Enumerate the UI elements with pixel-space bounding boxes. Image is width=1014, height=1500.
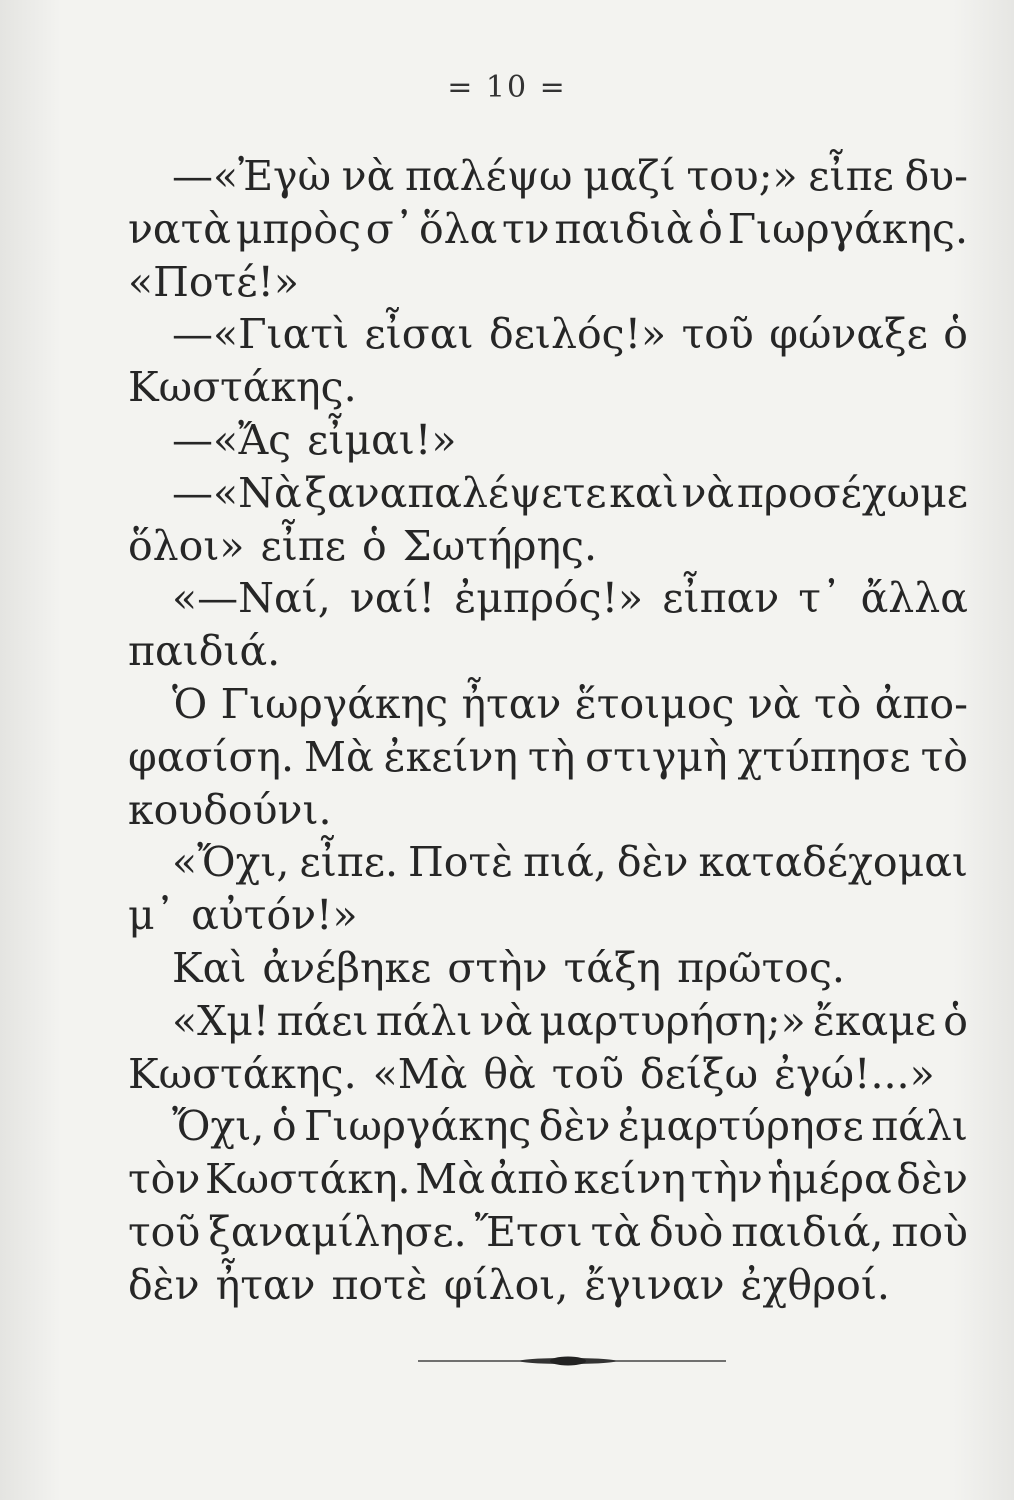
word: ὅλα <box>418 204 498 253</box>
text-line <box>128 678 968 731</box>
word: παιδιὰ <box>554 204 694 253</box>
word: Ὁ <box>172 679 208 728</box>
word: τοῦ <box>128 1207 201 1256</box>
word: εἶσαι <box>364 310 474 359</box>
word: δειλός!» <box>488 310 667 359</box>
word: Κωστάκης. <box>128 1049 357 1098</box>
word: ξαναμίλησε. <box>208 1207 467 1256</box>
word: δὲν <box>896 1155 968 1204</box>
word: εἶπε <box>808 152 894 200</box>
text-line <box>128 731 968 784</box>
word: ἐχθροί. <box>740 1260 890 1309</box>
word: ἔγιναν <box>584 1260 725 1309</box>
word: του;» <box>686 152 798 200</box>
word: τὸ <box>813 679 862 728</box>
word: πάει <box>276 996 369 1045</box>
text-line <box>128 1206 968 1259</box>
word: στὴν <box>447 943 548 992</box>
word: πιά, <box>523 838 607 887</box>
word: μ᾽ <box>128 891 176 940</box>
text-line <box>128 889 968 942</box>
word: δὲν <box>538 1102 611 1151</box>
word: εἶπε <box>260 521 347 570</box>
word: δείξω <box>640 1049 759 1098</box>
word: ἦταν <box>461 679 562 728</box>
word: ἀπο- <box>874 679 968 728</box>
word: ἐμπρός!» <box>454 574 644 623</box>
word: δὲν <box>616 838 689 887</box>
word: δὲν <box>128 1260 200 1309</box>
text-line <box>128 995 968 1048</box>
word: αὐτόν!» <box>191 891 358 940</box>
word: τάξη <box>563 943 662 992</box>
word: παιδιά. <box>128 627 281 676</box>
word: θὰ <box>483 1049 536 1098</box>
word: τὰ <box>590 1207 642 1256</box>
word: μπρὸς <box>235 204 362 253</box>
word: ἐμαρτύρησε <box>617 1102 864 1151</box>
text-line <box>128 361 968 414</box>
word: εἶπαν <box>662 574 780 623</box>
word: ποτὲ <box>331 1260 428 1309</box>
word: χτύπησε <box>737 732 911 781</box>
word: φασίση. <box>128 732 295 781</box>
word: δυὸ <box>649 1207 724 1256</box>
word: μαρτυρήση;» <box>539 996 806 1045</box>
text-body <box>128 150 968 1312</box>
word: τὸ <box>920 732 968 781</box>
word: ὁ <box>362 521 387 570</box>
word: ὅλοι» <box>128 521 245 570</box>
word: καὶ <box>609 468 679 517</box>
word: «—Ναί, <box>172 574 331 623</box>
word: πάλι <box>375 996 473 1045</box>
word: ἔκαμε <box>812 996 937 1045</box>
word: τοῦ <box>681 310 754 359</box>
word: φίλοι, <box>443 1260 569 1309</box>
word: τὴ <box>527 732 576 781</box>
text-line <box>128 572 968 625</box>
word: τὸν <box>128 1155 201 1204</box>
word: «Ποτέ!» <box>128 257 300 306</box>
word: —«Ἄς <box>172 415 292 464</box>
word: Σωτήρης. <box>402 521 598 570</box>
word: εἶπε. <box>299 838 398 887</box>
word: ἀπὸ <box>489 1155 569 1204</box>
word: —«Νὰ <box>172 468 302 517</box>
word: στιγμὴ <box>585 732 728 781</box>
word: ὁ <box>271 1102 297 1151</box>
text-line <box>128 625 968 678</box>
word: κείνη <box>573 1155 686 1204</box>
word: —«Γιατὶ <box>172 310 350 359</box>
word: νὰ <box>479 996 533 1045</box>
word: προσέχωμε <box>736 468 968 517</box>
word: Μὰ <box>303 732 374 781</box>
word: τν <box>502 204 550 253</box>
end-ornament-rule <box>418 1356 726 1366</box>
word: νὰ <box>747 679 801 728</box>
word: Γιωργάκης <box>220 679 449 728</box>
word: Μὰ <box>415 1155 485 1204</box>
text-line <box>128 942 968 995</box>
word: ὁ <box>698 204 723 253</box>
word: ἄλλα <box>860 574 968 623</box>
text-line <box>128 784 968 837</box>
text-line <box>128 1259 968 1312</box>
word: τ᾽ <box>798 574 842 623</box>
word: παλέψω <box>404 152 573 200</box>
word: ἦταν <box>215 1260 316 1309</box>
word: μαζί <box>583 152 676 200</box>
text-line <box>128 1048 968 1101</box>
text-line <box>128 256 968 309</box>
word: σ᾽ <box>365 204 415 253</box>
word: νὰ <box>681 468 735 517</box>
word: Ποτὲ <box>407 838 514 887</box>
word: δυ- <box>904 152 968 200</box>
page-number: = 10 = <box>447 70 567 105</box>
word: τοῦ <box>551 1049 625 1098</box>
text-line <box>128 308 968 361</box>
word: ἕτοιμος <box>574 679 735 728</box>
word: πάλι <box>871 1102 968 1151</box>
word: Γιωργάκης. <box>727 204 968 253</box>
word: Καὶ <box>172 943 247 992</box>
word: παιδιά, <box>731 1207 884 1256</box>
word: νὰ <box>341 152 395 200</box>
word: «Ὄχι, <box>172 838 290 887</box>
word: ἀνέβηκε <box>262 943 432 992</box>
word: πρῶτος. <box>677 943 845 992</box>
word: Κωστάκη. <box>204 1155 411 1204</box>
text-line <box>128 414 968 467</box>
text-line <box>128 150 968 203</box>
text-line <box>128 1153 968 1206</box>
text-line <box>128 1100 968 1153</box>
word: ξαναπαλέψετε <box>304 468 607 517</box>
word: κουδούνι. <box>128 785 332 834</box>
text-line <box>128 203 968 256</box>
word: ἐκείνη <box>383 732 518 781</box>
word: εἶμαι!» <box>307 415 457 464</box>
text-line <box>128 836 968 889</box>
word: Ὄχι, <box>172 1102 265 1151</box>
word: «Μὰ <box>372 1049 468 1098</box>
text-line <box>128 520 968 573</box>
word: ποὺ <box>891 1207 968 1256</box>
word: φώναξε <box>769 310 928 359</box>
word: ἐγώ!...» <box>774 1049 935 1098</box>
word: νατὰ <box>128 204 231 253</box>
word: «Χμ! <box>172 996 270 1045</box>
text-line <box>128 467 968 520</box>
word: ἡμέρα <box>767 1155 892 1204</box>
word: ὁ <box>943 996 968 1045</box>
word: Ἔτσι <box>474 1207 583 1256</box>
word: καταδέχομαι <box>698 838 968 887</box>
word: ὁ <box>943 310 968 359</box>
word: Κωστάκης. <box>128 363 357 412</box>
word: τὴν <box>690 1155 763 1204</box>
word: —«Ἐγὼ <box>172 152 331 200</box>
word: Γιωργάκης <box>303 1102 532 1151</box>
word: ναί! <box>349 574 436 623</box>
